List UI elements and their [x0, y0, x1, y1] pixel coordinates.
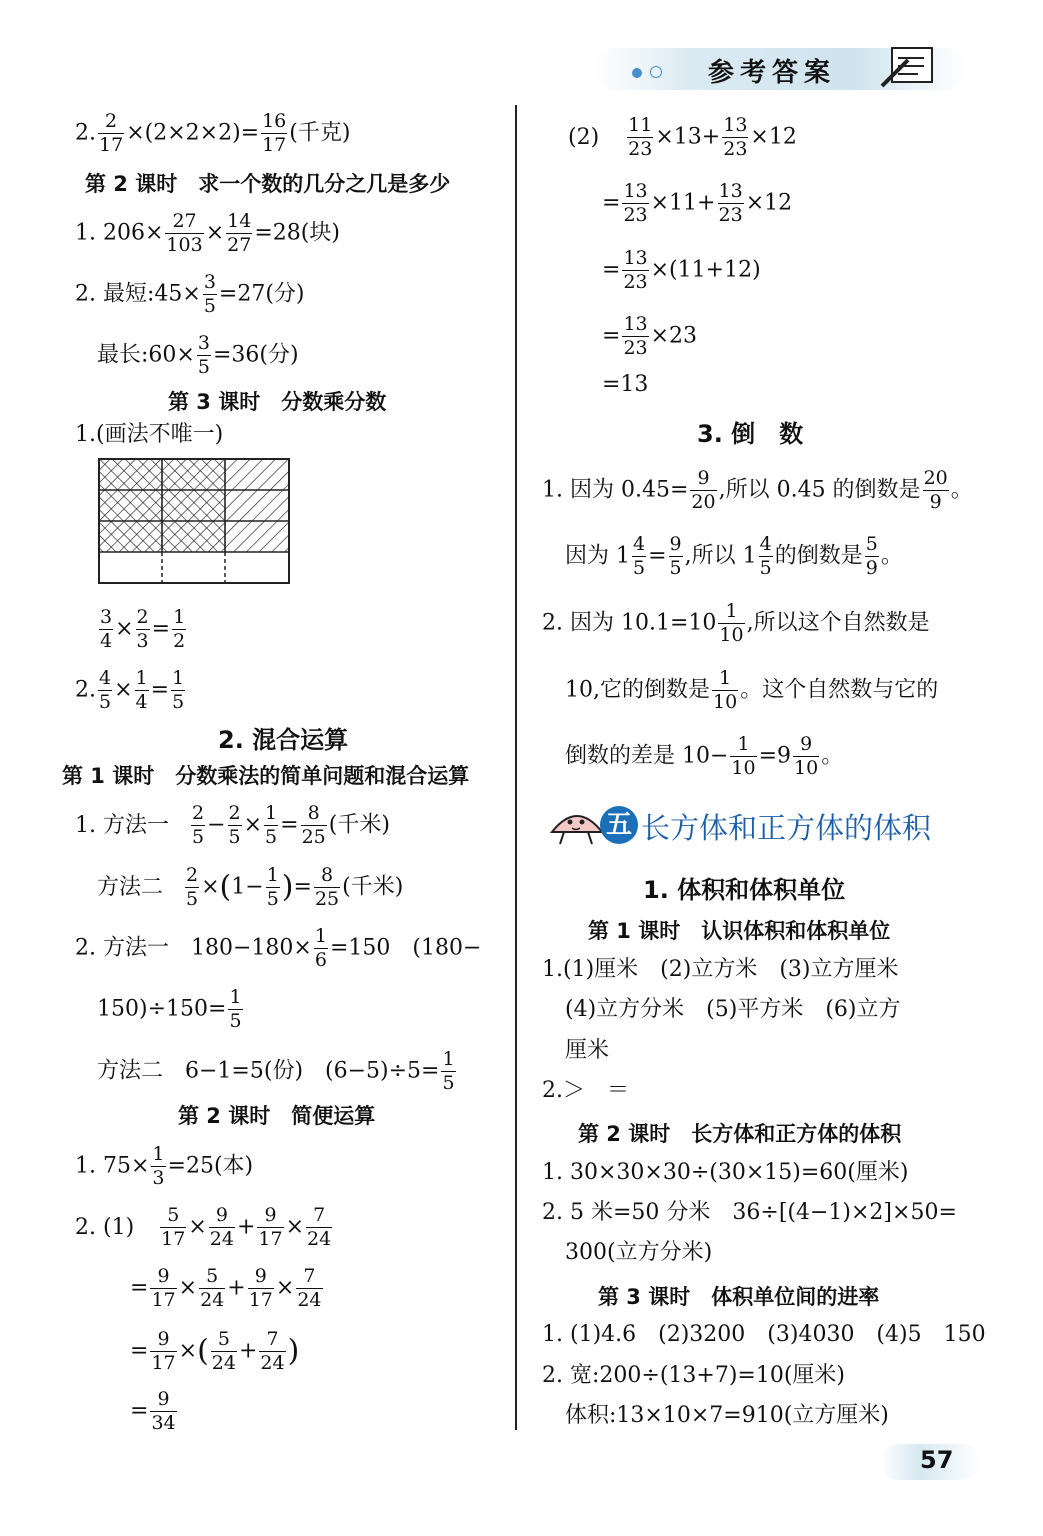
left-line-m1: 1. 方法一 $\frac{2}{5}$ − $\frac{2}{5}$ × $\frac{1}{5}$ = $\frac{8}{25}$ (千米) [75, 802, 390, 848]
section-volume-lesson-3: 第 3 课时 体积单位间的进率 [598, 1285, 880, 1309]
section-lesson-2: 第 2 课时 求一个数的几分之几是多少 [85, 172, 451, 196]
left-line-s2: 2. (1) $\frac{5}{17}$ × $\frac{9}{24}$ + $\frac{9}{17}$ × $\frac{7}{24}$ [75, 1204, 332, 1250]
left-line-5: 1.(画法不唯一) [75, 422, 224, 447]
section-reciprocal: 3. 倒 数 [697, 420, 804, 448]
watermelon-mascot-icon [548, 796, 606, 852]
section-volume-lesson-1: 第 1 课时 认识体积和体积单位 [588, 919, 891, 943]
right-line-5: =13 [602, 372, 649, 397]
section-mixed-operations: 2. 混合运算 [218, 726, 349, 754]
header-title: 参考答案 [708, 58, 837, 88]
left-line-6: $\frac{3}{4}$ × $\frac{2}{3}$ = $\frac{1}{2}$ [100, 606, 186, 652]
unit-title: 长方体和正方体的体积 [641, 811, 932, 845]
right-line-4: = $\frac{13}{23}$ ×23 [602, 313, 698, 359]
right-line-v6: 2. 5 米=50 分米 36÷[(4−1)×2]×50= [542, 1200, 957, 1225]
left-line-m4: 150)÷150= $\frac{1}{5}$ [97, 986, 242, 1032]
right-line-v10: 体积:13×10×7=910(立方厘米) [565, 1403, 889, 1428]
left-line-s5: = $\frac{9}{34}$ [130, 1388, 176, 1434]
left-line-s4: = $\frac{9}{17}$ ×( $\frac{5}{24}$ + $\frac{7}{24}$ ) [130, 1328, 300, 1374]
left-line-s3: = $\frac{9}{17}$ × $\frac{5}{24}$ + $\frac{9}{17}$ × $\frac{7}{24}$ [130, 1265, 322, 1311]
left-line-2: 1. 206× $\frac{27}{103}$ × $\frac{14}{27}$ =28(块) [75, 210, 340, 256]
right-line-v2: (4)立方分米 (5)平方米 (6)立方 [565, 997, 901, 1022]
fraction-grid-figure [98, 458, 292, 586]
right-line-v7: 300(立方分米) [565, 1240, 713, 1265]
right-line-v9: 2. 宽:200÷(13+7)=10(厘米) [542, 1363, 846, 1388]
right-line-v1: 1.(1)厘米 (2)立方米 (3)立方厘米 [542, 957, 899, 982]
section-volume-lesson-2: 第 2 课时 长方体和正方体的体积 [578, 1122, 902, 1146]
section-volume-units: 1. 体积和体积单位 [643, 876, 846, 904]
left-line-s1: 1. 75× $\frac{1}{3}$ =25(本) [75, 1143, 254, 1189]
right-line-d5: 倒数的差是 10− $\frac{1}{10}$ =9 $\frac{9}{10}$ 。 [565, 733, 844, 779]
section-mixed-lesson-1: 第 1 课时 分数乘法的简单问题和混合运算 [62, 764, 470, 788]
page-number: 57 [920, 1446, 954, 1474]
right-line-2: = $\frac{13}{23}$ ×11+ $\frac{13}{23}$ ×12 [602, 180, 793, 226]
unit-number-badge: 五 [600, 806, 638, 844]
right-line-d4: 10,它的倒数是 $\frac{1}{10}$ 。这个自然数与它的 [565, 667, 939, 713]
right-line-d1: 1. 因为 0.45= $\frac{9}{20}$ ,所以 0.45 的倒数是 $\frac{20}{9}$ 。 [542, 467, 973, 513]
right-line-v3: 厘米 [565, 1038, 610, 1063]
left-line-m3: 2. 方法一 180−180× $\frac{1}{6}$ =150 (180− [75, 925, 482, 971]
left-line-1: 2. $\frac{2}{17}$ ×(2×2×2)= $\frac{16}{17}$ (千克) [75, 110, 351, 156]
left-line-7: 2. $\frac{4}{5}$ × $\frac{1}{4}$ = $\frac{1}{5}$ [75, 667, 185, 713]
right-line-v5: 1. 30×30×30÷(30×15)=60(厘米) [542, 1160, 909, 1185]
right-line-d2: 因为 1 $\frac{4}{5}$ = $\frac{9}{5}$ ,所以 1 $\frac{4}{5}$ 的倒数是 $\frac{5}{9}$ 。 [565, 533, 903, 579]
right-line-d3: 2. 因为 10.1=10 $\frac{1}{10}$ ,所以这个自然数是 [542, 600, 930, 646]
left-line-m5: 方法二 6−1=5(份) (6−5)÷5= $\frac{1}{5}$ [97, 1048, 455, 1094]
left-line-4: 最长:60× $\frac{3}{5}$ =36(分) [97, 332, 299, 378]
section-simple-calc: 第 2 课时 简便运算 [178, 1104, 376, 1128]
right-line-3: = $\frac{13}{23}$ ×(11+12) [602, 247, 761, 293]
header-dots [632, 63, 662, 82]
section-lesson-3: 第 3 课时 分数乘分数 [168, 390, 387, 414]
right-line-v8: 1. (1)4.6 (2)3200 (3)4030 (4)5 150 [542, 1322, 986, 1347]
left-line-3: 2. 最短:45× $\frac{3}{5}$ =27(分) [75, 271, 305, 317]
column-divider [515, 105, 517, 1430]
right-line-1: (2) $\frac{11}{23}$ ×13+ $\frac{13}{23}$ ×12 [568, 114, 797, 160]
left-line-m2: 方法二 $\frac{2}{5}$ ×(1− $\frac{1}{5}$ )= $\frac{8}{25}$ (千米) [97, 864, 404, 910]
right-line-v4: 2.＞ ＝ [542, 1078, 629, 1103]
pen-paper-icon [878, 42, 948, 90]
